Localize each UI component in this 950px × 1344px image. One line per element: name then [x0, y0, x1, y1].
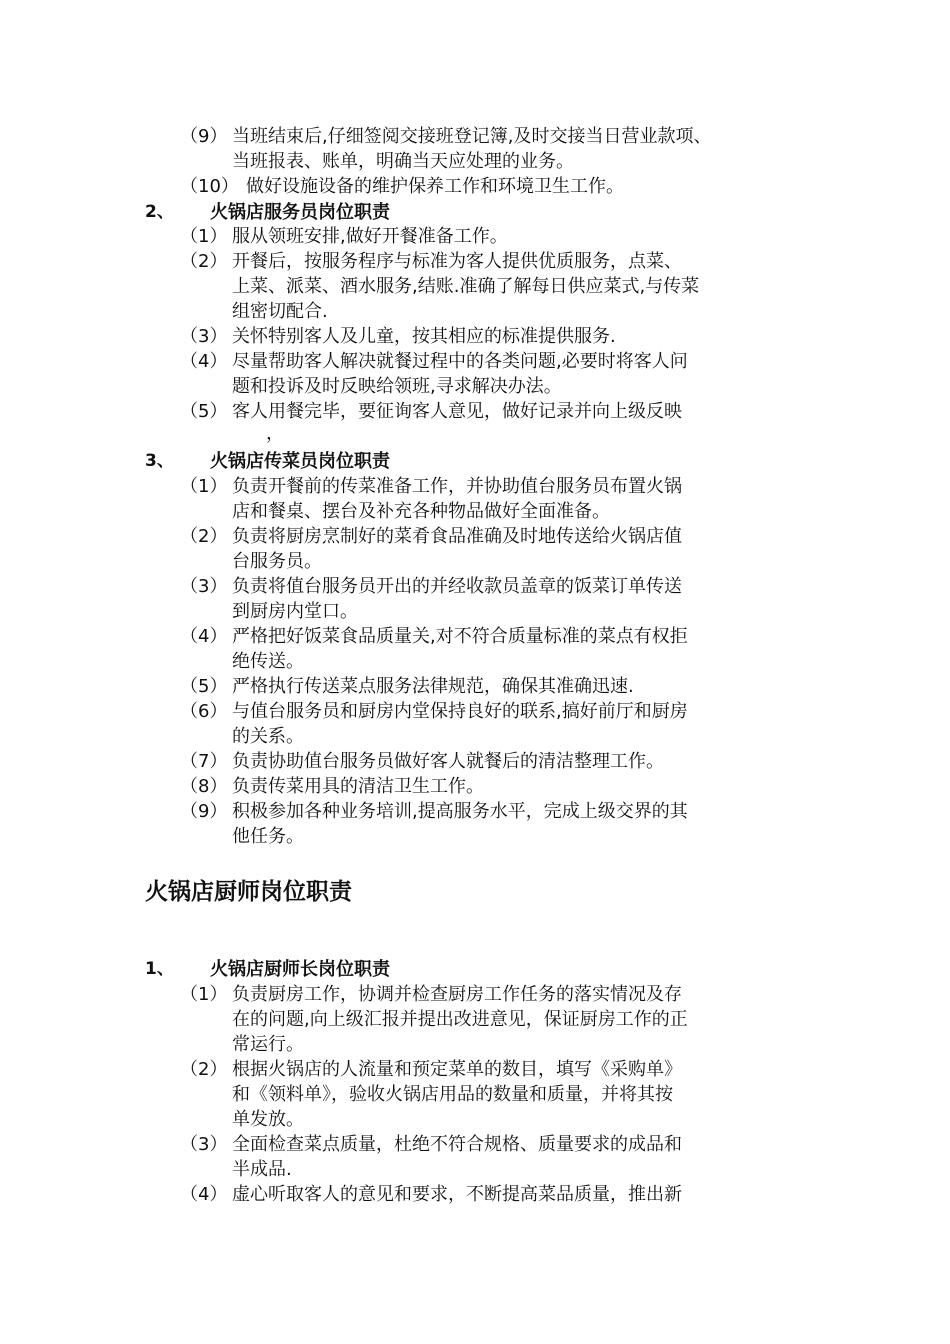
- item-text-line: 关怀特别客人及儿童，按其相应的标准提供服务.: [232, 326, 616, 347]
- item-number: （2）: [180, 1059, 228, 1080]
- section-title: 火锅店传菜员岗位职责: [210, 451, 390, 472]
- item-text-line: 单发放。: [232, 1109, 304, 1130]
- item-text-line: 负责传菜用具的清洁卫生工作。: [232, 776, 484, 797]
- item-number: （5）: [180, 676, 228, 697]
- item-text-line: 半成品.: [232, 1159, 292, 1180]
- item-number: （1）: [180, 226, 228, 247]
- item-text-line: 积极参加各种业务培训,提高服务水平，完成上级交界的其: [232, 801, 688, 822]
- item-text-line: 上菜、派菜、酒水服务,结账.准确了解每日供应菜式,与传菜: [232, 276, 700, 297]
- item-text-line: ，: [266, 423, 284, 444]
- item-text-line: 绝传送。: [232, 651, 304, 672]
- item-text-line: 全面检查菜点质量，杜绝不符合规格、质量要求的成品和: [232, 1134, 682, 1155]
- item-text-line: 严格把好饭菜食品质量关,对不符合质量标准的菜点有权拒: [232, 626, 688, 647]
- item-text-line: 和《领料单》，验收火锅店用品的数量和质量，并将其按: [232, 1084, 673, 1105]
- chapter-title: 火锅店厨师岗位职责: [145, 879, 352, 905]
- item-text-line: 台服务员。: [232, 551, 322, 572]
- item-text-line: 他任务。: [232, 826, 304, 847]
- item-number: （1）: [180, 984, 228, 1005]
- item-text-line: 负责将厨房烹制好的菜肴食品准确及时地传送给火锅店值: [232, 526, 682, 547]
- item-text-line: 开餐后，按服务程序与标准为客人提供优质服务，点菜、: [232, 251, 682, 272]
- item-text-line: 当班报表、账单，明确当天应处理的业务。: [232, 151, 574, 172]
- item-number: （6）: [180, 701, 228, 722]
- item-number: （3）: [180, 1134, 228, 1155]
- item-number: （4）: [180, 626, 228, 647]
- item-number: （4）: [180, 1184, 228, 1205]
- section-title: 火锅店服务员岗位职责: [210, 202, 390, 223]
- item-number: （10）: [180, 176, 239, 197]
- item-text-line: 常运行。: [232, 1034, 304, 1055]
- item-text-line: 当班结束后,仔细签阅交接班登记簿,及时交接当日营业款项、: [232, 126, 712, 147]
- item-number: （2）: [180, 251, 228, 272]
- item-number: （4）: [180, 351, 228, 372]
- item-text-line: 负责协助值台服务员做好客人就餐后的清洁整理工作。: [232, 751, 664, 772]
- item-number: （2）: [180, 526, 228, 547]
- item-text-line: 尽量帮助客人解决就餐过程中的各类问题,必要时将客人问: [232, 351, 688, 372]
- item-text-line: 负责厨房工作，协调并检查厨房工作任务的落实情况及存: [232, 984, 682, 1005]
- item-text-line: 在的问题,向上级汇报并提出改进意见，保证厨房工作的正: [232, 1009, 688, 1030]
- item-number: （1）: [180, 476, 228, 497]
- item-text-line: 严格执行传送菜点服务法律规范，确保其准确迅速.: [232, 676, 634, 697]
- section-number: 1、: [145, 959, 174, 979]
- section-title: 火锅店厨师长岗位职责: [210, 959, 390, 980]
- item-number: （7）: [180, 751, 228, 772]
- item-text-line: 到厨房内堂口。: [232, 601, 358, 622]
- item-number: （9）: [180, 801, 228, 822]
- item-text-line: 店和餐桌、摆台及补充各种物品做好全面准备。: [232, 501, 610, 522]
- item-text-line: 负责将值台服务员开出的并经收款员盖章的饭菜订单传送: [232, 576, 682, 597]
- item-number: （3）: [180, 576, 228, 597]
- section-number: 3、: [145, 451, 174, 471]
- item-text-line: 题和投诉及时反映给领班,寻求解决办法。: [232, 376, 562, 397]
- item-number: （3）: [180, 326, 228, 347]
- item-text-line: 负责开餐前的传菜准备工作，并协助值台服务员布置火锅: [232, 476, 682, 497]
- item-number: （8）: [180, 776, 228, 797]
- item-text-line: 与值台服务员和厨房内堂保持良好的联系,搞好前厅和厨房: [232, 701, 688, 722]
- section-number: 2、: [145, 202, 174, 222]
- item-text-line: 组密切配合.: [232, 301, 328, 322]
- item-text-line: 做好设施设备的维护保养工作和环境卫生工作。: [246, 176, 624, 197]
- item-text-line: 虚心听取客人的意见和要求，不断提高菜品质量，推出新: [232, 1184, 682, 1205]
- item-text-line: 的关系。: [232, 726, 304, 747]
- item-text-line: 服从领班安排,做好开餐准备工作。: [232, 226, 508, 247]
- item-text-line: 根据火锅店的人流量和预定菜单的数目，填写《采购单》: [232, 1059, 682, 1080]
- item-number: （5）: [180, 401, 228, 422]
- item-number: （9）: [180, 126, 228, 147]
- item-text-line: 客人用餐完毕，要征询客人意见，做好记录并向上级反映: [232, 401, 682, 422]
